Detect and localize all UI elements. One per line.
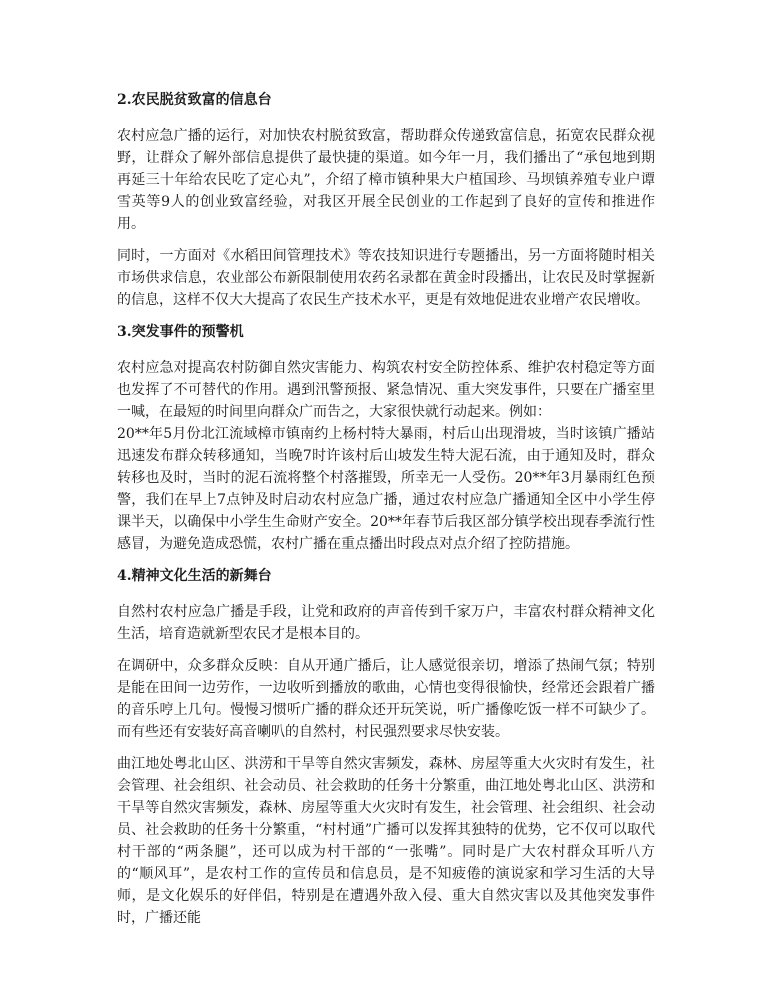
- section-2-paragraph-1: 农村应急广播的运行，对加快农村脱贫致富，帮助群众传递致富信息，拓宽农民群众视野，让群众了解外部信息提供了最快捷的渠道。如今年一月，我们播出了“承包地到期再延三十年给农民吃了定心丸”，介绍了樟市镇种果大户植国珍、马坝镇养殖专业户谭雪英等9人的创业致富经验，对我区开展全民创业的工作起到了良好的宣传和推进作用。: [117, 128, 655, 232]
- section-3-paragraph-1: 农村应急对提高农村防御自然灾害能力、构筑农村安全防控体系、维护农村稳定等方面也发挥了不可替代的作用。遇到汛警预报、紧急情况、重大突发事件，只要在广播室里一喊，在最短的时间里向群众广而告之，大家很快就行动起来。例如：: [117, 360, 655, 420]
- document-body: [117, 80, 655, 939]
- section-4-paragraph-1: 自然村农村应急广播是手段，让党和政府的声音传到千家万户，丰富农村群众精神文化生活，培育造就新型农民才是根本目的。: [117, 604, 655, 642]
- section-2-paragraph-2: 同时，一方面对《水稻田间管理技术》等农技知识进行专题播出，另一方面将随时相关市场供求信息，农业部公布新限制使用农药名录都在黄金时段播出，让农民及时掌握新的信息，这样不仅大大提高了农民生产技术水平，更是有效地促进农业增产农民增收。: [117, 248, 655, 308]
- section-heading-3: 3.突发事件的预警机: [117, 324, 244, 340]
- section-heading-2: 2.农民脱贫致富的信息台: [117, 92, 272, 108]
- section-heading-4: 4.精神文化生活的新舞台: [117, 568, 272, 584]
- section-3-paragraph-2: 20**年5月份北江流域樟市镇南约上杨村特大暴雨，村后山出现滑坡，当时该镇广播站迅速发布群众转移通知，当晚7时许该村后山坡发生特大泥石流，由于通知及时，群众转移也及时，当时的泥石流将整个村落摧毁，所幸无一人受伤。20**年3月暴雨红色预警，我们在早上7点钟及时启动农村应急广播，通过农村应急广播通知全区中小学生停课半天，以确保中小学生生命财产安全。20**年春节后我区部分镇学校出现春季流行性感冒，为避免造成恐慌，农村广播在重点播出时段点对点介绍了控防措施。: [117, 426, 655, 552]
- section-4-paragraph-2: 在调研中，众多群众反映：自从开通广播后，让人感觉很亲切，增添了热闹气氛；特别是能在田间一边劳作，一边收听到播放的歌曲，心情也变得很愉快，经常还会跟着广播的音乐哼上几句。慢慢习惯听广播的群众还开玩笑说，听广播像吃饭一样不可缺少了。而有些还有安装好高音喇叭的自然村，村民强烈要求尽快安装。: [117, 658, 655, 740]
- section-4-paragraph-3: 曲江地处粤北山区、洪涝和干旱等自然灾害频发，森林、房屋等重大火灾时有发生，社会管理、社会组织、社会动员、社会救助的任务十分繁重，曲江地处粤北山区、洪涝和干旱等自然灾害频发，森林、房屋等重大火灾时有发生，社会管理、社会组织、社会动员、社会救助的任务十分繁重，“村村通”广播可以发挥其独特的优势，它不仅可以取代村干部的“两条腿”，还可以成为村干部的“一张嘴”。同时是广大农村群众耳听八方的“顺风耳”，是农村工作的宣传员和信息员，是不知疲倦的演说家和学习生活的大导师，是文化娱乐的好伴侣，特别是在遭遇外敌入侵、重大自然灾害以及其他突发事件时，广播还能: [117, 756, 655, 926]
